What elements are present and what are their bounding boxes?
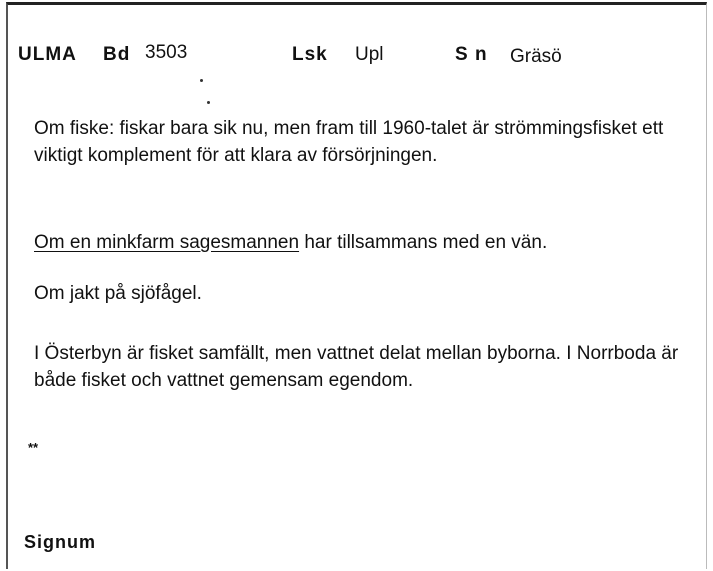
province-value: Upl (355, 44, 384, 65)
volume-value: 3503 (145, 42, 188, 63)
stars-marker: ** (28, 440, 39, 455)
province-label: Lsk (292, 44, 328, 65)
parish-label: S n (455, 44, 488, 65)
note-hunting: Om jakt på sjöfågel. (34, 283, 202, 304)
underlined-phrase: Om en minkfarm sagesmannen (34, 232, 300, 253)
note-fishing-rights: I Österbyn är fisket samfällt, men vattnet delat mellan byborna. I Norrboda är både fisket och vattnet gemensam egendom. (34, 343, 679, 391)
note-fishing: Om fiske: fiskar bara sik nu, men fram till 1960-talet är strömmingsfisket ett viktigt komplement för att klara av försörjningen. (34, 118, 664, 166)
note-mink-farm (34, 229, 684, 256)
ink-speck (207, 101, 210, 104)
volume-label: Bd (103, 44, 131, 65)
archive-label: ULMA (18, 44, 77, 65)
signum-label: Signum (24, 532, 96, 552)
parish-value: Gräsö (510, 46, 562, 67)
note-mink-farm-rest: har tillsammans med en vän. (299, 232, 548, 253)
ink-speck (200, 79, 203, 82)
